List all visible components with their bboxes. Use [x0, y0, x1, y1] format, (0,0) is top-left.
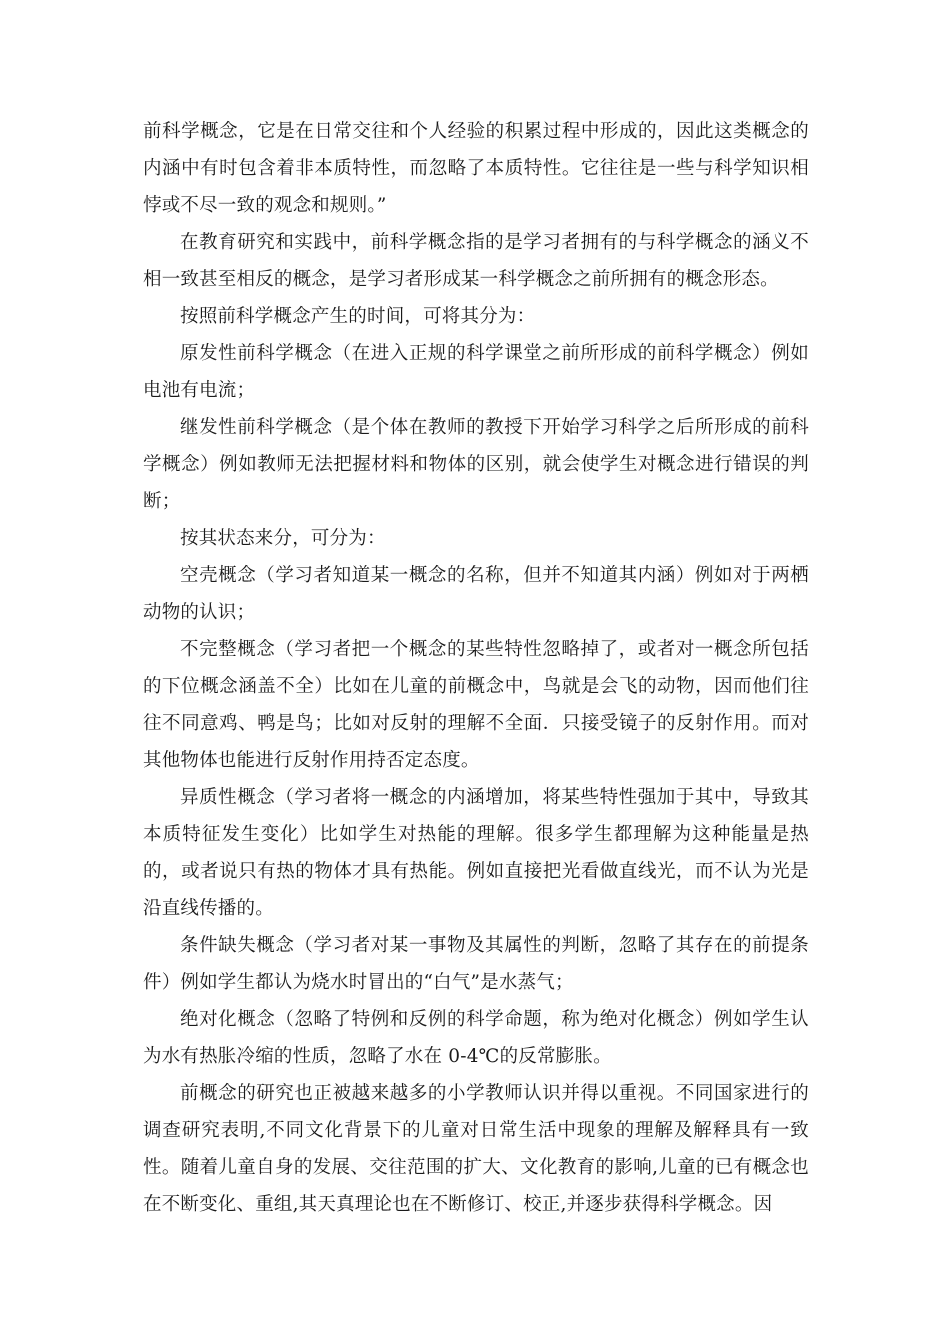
paragraph: 不完整概念（学习者把一个概念的某些特性忽略掉了，或者对一概念所包括的下位概念涵盖不全）比如在儿童的前概念中，鸟就是会飞的动物，因而他们往往不同意鸡、鸭是鸟；比如对反射的理解不全面．只接受镜子的反射作用。而对其他物体也能进行反射作用持否定态度。: [143, 639, 809, 771]
paragraph: 绝对化概念（忽略了特例和反例的科学命题，称为绝对化概念）例如学生认为水有热胀冷缩的性质，忽略了水在 0-4℃的反常膨胀。: [143, 1009, 809, 1067]
paragraph: 原发性前科学概念（在进入正规的科学课堂之前所形成的前科学概念）例如电池有电流；: [143, 343, 809, 401]
paragraph: 异质性概念（学习者将一概念的内涵增加，将某些特性强加于其中，导致其本质特征发生变化）比如学生对热能的理解。很多学生都理解为这种能量是热的，或者说只有热的物体才具有热能。例如直接把光看做直线光，而不认为光是沿直线传播的。: [143, 787, 809, 919]
paragraph: 条件缺失概念（学习者对某一事物及其属性的判断，忽略了其存在的前提条件）例如学生都认为烧水时冒出的“白气”是水蒸气；: [143, 935, 809, 993]
paragraph: 前概念的研究也正被越来越多的小学教师认识并得以重视。不同国家进行的调查研究表明,不同文化背景下的儿童对日常生活中现象的理解及解释具有一致性。随着儿童自身的发展、交往范围的扩大、文化教育的影响,儿童的已有概念也在不断变化、重组,其天真理论也在不断修订、校正,并逐步获得科学概念。因: [143, 1083, 809, 1215]
document-body: [143, 113, 809, 1223]
paragraph: 按其状态来分，可分为：: [180, 528, 386, 549]
paragraph: 在教育研究和实践中，前科学概念指的是学习者拥有的与科学概念的涵义不相一致甚至相反的概念，是学习者形成某一科学概念之前所拥有的概念形态。: [143, 232, 809, 290]
paragraph: 按照前科学概念产生的时间，可将其分为：: [180, 306, 536, 327]
paragraph: 继发性前科学概念（是个体在教师的教授下开始学习科学之后所形成的前科学概念）例如教师无法把握材料和物体的区别，就会使学生对概念进行错误的判断；: [143, 417, 809, 512]
paragraph: 空壳概念（学习者知道某一概念的名称，但并不知道其内涵）例如对于两栖动物的认识；: [143, 565, 809, 623]
paragraph: 前科学概念，它是在日常交往和个人经验的积累过程中形成的，因此这类概念的内涵中有时包含着非本质特性，而忽略了本质特性。它往往是一些与科学知识相悖或不尽一致的观念和规则。”: [143, 121, 809, 216]
